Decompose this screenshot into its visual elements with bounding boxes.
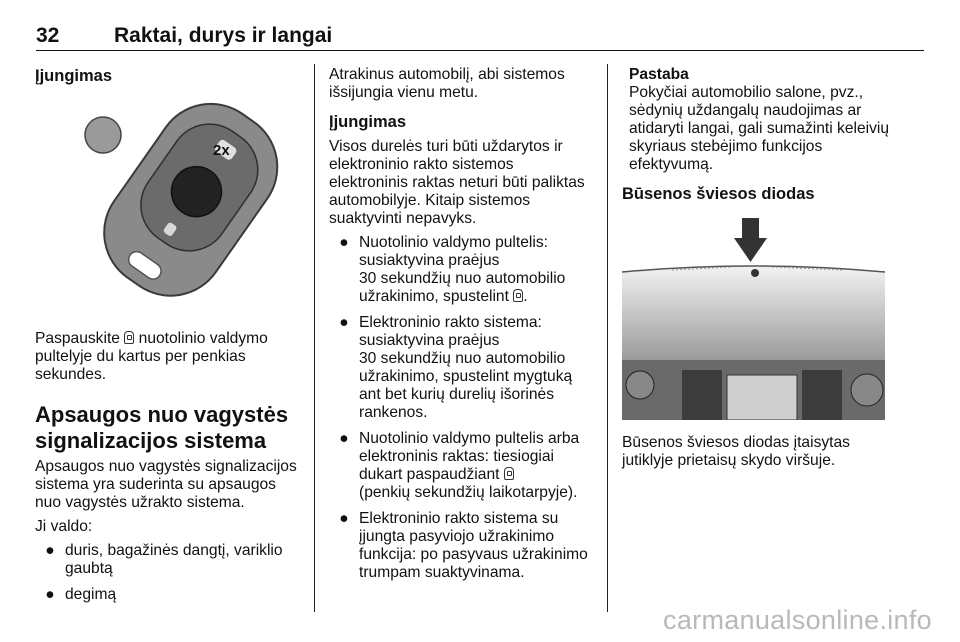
key-fob-illustration bbox=[35, 100, 297, 315]
section-heading: Įjungimas bbox=[35, 67, 113, 85]
note-box bbox=[622, 66, 892, 174]
list-item: ● Nuotolinio valdymo pultelis: susiaktyvina praėjus 30 sekundžių nuo automobilio užrakinimo, spustelint . bbox=[329, 234, 597, 306]
column-right bbox=[622, 66, 892, 476]
list-item: ● degimą bbox=[35, 586, 297, 604]
watermark: carmanualsonline.info bbox=[663, 605, 932, 635]
column-left bbox=[35, 66, 297, 612]
section-heading: Įjungimas bbox=[329, 113, 407, 131]
list-item: ● Nuotolinio valdymo pultelis arba elektroninis raktas: tiesiogiai dukart paspaudžiant (penkių sekundžių laikotarpyje). bbox=[329, 430, 597, 502]
column-middle bbox=[329, 66, 597, 590]
instruction-text-end: nuotolinio valdymo pultelyje du kartus per penkias sekundes. bbox=[35, 330, 268, 383]
instruction-text-start: Paspauskite bbox=[35, 330, 120, 347]
column-divider bbox=[314, 64, 315, 612]
instruction-text bbox=[35, 330, 297, 384]
intro-paragraph: Atrakinus automobilį, abi sistemos išsijungia vienu metu. bbox=[329, 66, 565, 101]
note-text: Pokyčiai automobilio salone, pvz., sėdynių uždangalų naudojimas ar atidaryti langai, gali sumažinti keleivių skyriaus stebėjimo funkcijos efektyvumą. bbox=[629, 84, 890, 173]
remote-lock-icon bbox=[504, 467, 514, 480]
column-divider bbox=[607, 64, 608, 612]
list-item: ● duris, bagažinės dangtį, variklio gaubtą bbox=[35, 542, 297, 578]
section-heading: Būsenos šviesos diodas bbox=[622, 185, 815, 203]
bullet-icon: ● bbox=[339, 510, 349, 527]
bullet-icon: ● bbox=[45, 586, 55, 603]
page-title: Raktai, durys ir langai bbox=[114, 24, 333, 47]
remote-lock-icon bbox=[513, 289, 523, 302]
bullet-icon: ● bbox=[339, 234, 349, 251]
activation-paragraph: Visos durelės turi būti uždarytos ir elektroninio rakto sistemos elektroninis raktas neturi būti paliktas automobilyje. Kitaip sistemos suaktyvinti nepavyks. bbox=[329, 138, 585, 227]
list-item: ● Elektroninio rakto sistema: susiaktyvina praėjus 30 sekundžių nuo automobilio užrakinimo, spustelint mygtuką ant bet kurių durelių išorinės rankenos. bbox=[329, 314, 597, 422]
controls-intro: Ji valdo: bbox=[35, 518, 93, 535]
list-item: ● Elektroninio rakto sistema su įjungta pasyviojo užrakinimo funkcija: po pasyvaus užrakinimo trumpam suaktyvinama. bbox=[329, 510, 597, 582]
section-paragraph: Apsaugos nuo vagystės signalizacijos sistema yra suderinta su apsaugos nuo vagystės užrakto sistema. bbox=[35, 458, 297, 511]
page-number: 32 bbox=[36, 24, 60, 47]
bullet-icon: ● bbox=[339, 314, 349, 331]
figure-caption: Būsenos šviesos diodas įtaisytas jutiklyje prietaisų skydo viršuje. bbox=[622, 434, 850, 469]
bullet-icon: ● bbox=[339, 430, 349, 447]
dashboard-led-photo bbox=[622, 210, 885, 420]
section-title: Apsaugos nuo vagystės signalizacijos sistema bbox=[35, 402, 289, 453]
page-header bbox=[36, 20, 924, 51]
figure-label-2x: 2x bbox=[213, 142, 230, 159]
note-title: Pastaba bbox=[629, 66, 689, 83]
bullet-icon: ● bbox=[45, 542, 55, 559]
remote-lock-icon bbox=[124, 331, 134, 344]
